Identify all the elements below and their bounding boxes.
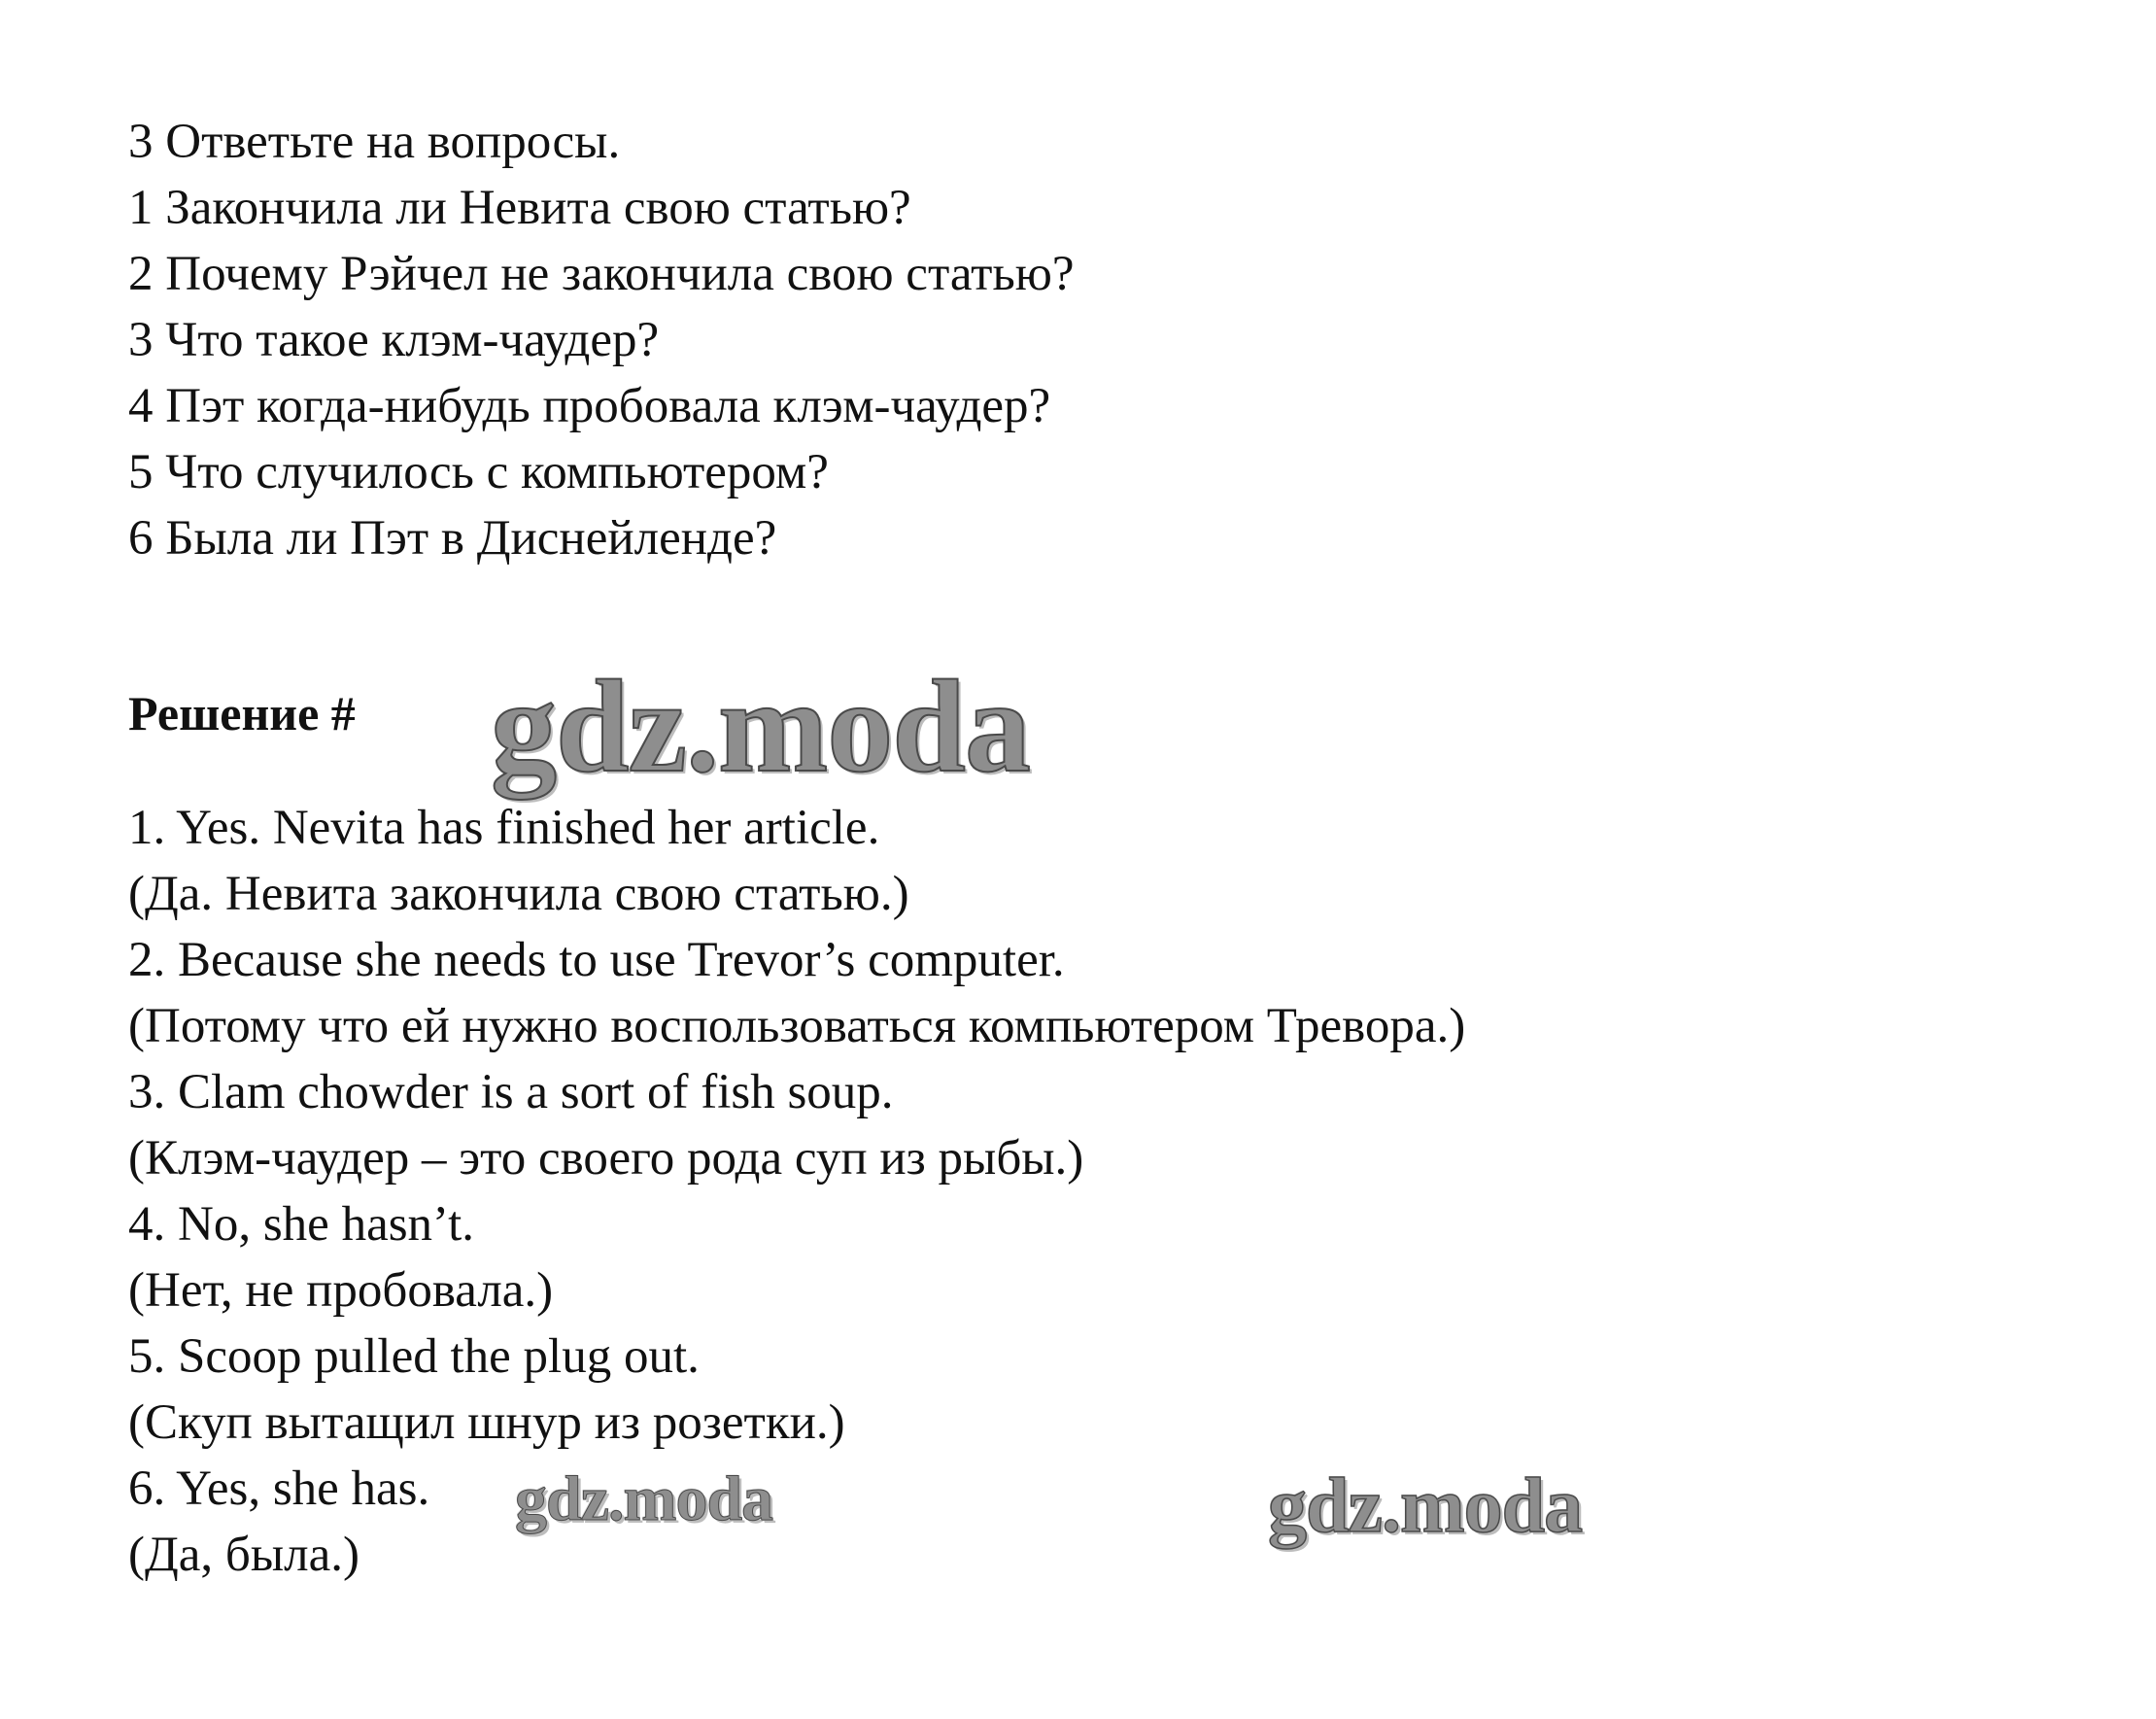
question-1: 1 Закончила ли Невита свою статью? — [128, 181, 911, 235]
question-3: 3 Что такое клэм-чаудер? — [128, 313, 660, 367]
question-2: 2 Почему Рэйчел не закончила свою статью? — [128, 247, 1075, 301]
watermark-logo: gdz.moda — [515, 1463, 773, 1534]
answer-3-translation: (Клэм-чаудер – это своего рода суп из рыбы.) — [128, 1131, 1084, 1186]
answer-4: 4. No, she hasn’t. — [128, 1197, 475, 1252]
task-title: 3 Ответьте на вопросы. — [128, 115, 621, 169]
answer-4-translation: (Нет, не пробовала.) — [128, 1263, 554, 1318]
question-4: 4 Пэт когда-нибудь пробовала клэм-чаудер? — [128, 379, 1051, 433]
watermark-logo: gdz.moda — [1268, 1463, 1583, 1549]
task-block — [128, 109, 1074, 571]
answer-1-translation: (Да. Невита закончила свою статью.) — [128, 867, 909, 921]
question-6: 6 Была ли Пэт в Диснейленде? — [128, 511, 777, 566]
answer-6: 6. Yes, she has. — [128, 1461, 430, 1516]
answer-3: 3. Clam chowder is a sort of fish soup. — [128, 1065, 894, 1119]
answer-1: 1. Yes. Nevita has finished her article. — [128, 801, 880, 855]
watermark-logo: gdz.moda — [491, 654, 1030, 800]
answer-2-translation: (Потому что ей нужно воспользоваться компьютером Тревора.) — [128, 999, 1466, 1053]
answer-6-translation: (Да, была.) — [128, 1528, 359, 1582]
solution-block — [128, 795, 1465, 1588]
solution-heading: Решение # — [128, 686, 356, 740]
answer-5-translation: (Скуп вытащил шнур из розетки.) — [128, 1395, 845, 1450]
answer-5: 5. Scoop pulled the plug out. — [128, 1329, 700, 1384]
question-5: 5 Что случилось с компьютером? — [128, 445, 829, 499]
answer-2: 2. Because she needs to use Trevor’s computer. — [128, 933, 1065, 987]
